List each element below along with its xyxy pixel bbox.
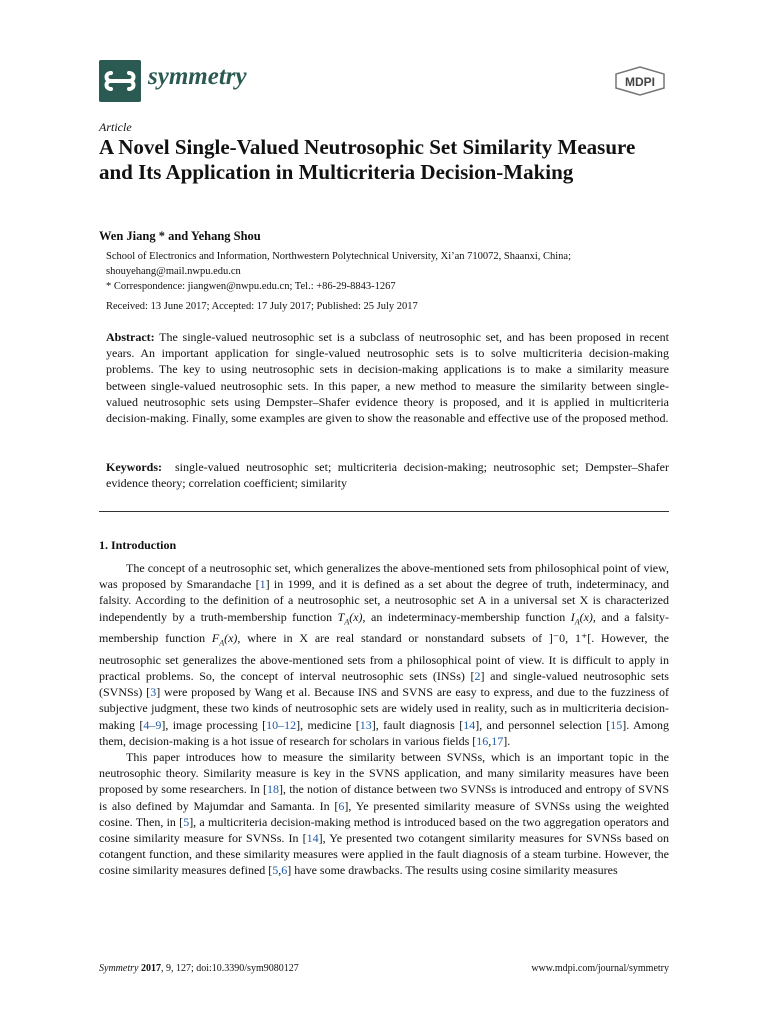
author-email[interactable]: shouyehang@mail.nwpu.edu.cn (106, 266, 241, 277)
journal-logo (99, 60, 141, 102)
text-run: ], medicine [ (296, 717, 360, 732)
abstract (106, 329, 669, 426)
text-run: ] have some drawbacks. The results using cosine similarity measures (287, 863, 618, 878)
text-run: ], fault diagnosis [ (371, 717, 464, 732)
keywords (106, 459, 669, 491)
citation-link[interactable]: 16 (476, 733, 489, 748)
math-indeterminacy-function: $I_A(x)$ (570, 609, 593, 626)
text-run: ] and single-valued neutrosophic sets (SVNSs) [ (99, 669, 669, 700)
introduction-body (99, 560, 669, 879)
text-run: ], image processing [ (161, 717, 267, 732)
keywords-text: single-valued neutrosophic set; multicriteria decision-making; neutrosophic set; Dempster–Shafer evidence theory; correlation coefficient; similarity (106, 460, 670, 491)
text-run: . However, the neutrosophic set generalizes the above-mentioned sets from a philosophical point of view. It is difficult to apply in practical problems. So, the concept of interval neutrosophic sets (INSs) [ (99, 631, 669, 683)
citation-link[interactable]: 18 (267, 782, 280, 797)
footer-year: 2017 (140, 963, 161, 974)
text-run: This paper introduces how to measure the similarity between SVNSs, which is an important topic in the neutrosophic theory. Similarity measure is key in the SVNS application, and many similarity measures have been proposed by some researchers. In [ (99, 750, 669, 797)
citation-link[interactable]: 5 (183, 814, 190, 829)
citation-link[interactable]: 15 (610, 717, 623, 732)
text-run: , (278, 863, 282, 878)
article-type: Article (99, 120, 132, 134)
citation-link[interactable]: 1 (259, 577, 266, 592)
text-run: ], the notion of distance between two SVNSs is introduced and entropy of SVNS is also defined by Majumdar and Samanta. In [ (99, 782, 669, 813)
section-heading: 1. Introduction (99, 538, 177, 552)
affiliation-line: School of Electronics and Information, Northwestern Polytechnical University, Xi’an 710072, Shaanxi, China; (106, 251, 572, 262)
text-run: ] were proposed by Wang et al. Because INS and SVNS are easy to express, and due to the fuzziness of subjective judgment, these two kinds of neutrosophic sets are widely used in reality, such as in multicriteria decision-making [ (99, 685, 669, 732)
citation-link[interactable]: 6 (338, 798, 345, 813)
citation-link[interactable]: 10–12 (266, 717, 297, 732)
journal-name: symmetry (148, 63, 247, 90)
text-run: ], a multicriteria decision-making method is introduced based on the two aggregation operators and cosine similarity measure for SVNSs. In [ (99, 814, 669, 846)
math-truth-function: $T_A(x)$ (337, 609, 363, 626)
keywords-label: Keywords: (106, 460, 162, 474)
math-interval: ]⁻0, 1⁺[ (548, 631, 592, 646)
text-run: , where in X are real standard or nonstandard subsets of (237, 631, 549, 646)
mdpi-logo-icon (611, 66, 669, 96)
citation-link[interactable]: 13 (359, 717, 372, 732)
publication-dates: Received: 13 June 2017; Accepted: 17 July 2017; Published: 25 July 2017 (106, 301, 418, 312)
citation-link[interactable]: 4–9 (143, 717, 162, 732)
text-run: ]. Among them, decision-making is a hot issue of research for scholars in various fields [ (99, 717, 669, 748)
intro-paragraph-1 (99, 560, 669, 749)
publisher-name: MDPI (625, 75, 655, 89)
authors: Wen Jiang * and Yehang Shou (99, 229, 261, 243)
abstract-text: The single-valued neutrosophic set is a subclass of neutrosophic set, and has been proposed in recent years. An important application for single-valued neutrosophic sets is to solve multicriteria decision-making problems. The key to using neutrosophic sets in decision-making applications is to make a similarity measure between single-valued neutrosophic sets. In this paper, a new method to measure the similarity between single-valued neutrosophic sets using Dempster–Shafer evidence theory is proposed, and it is applied in multicriteria decision-making. Finally, some examples are given to show the reasonable and effective use of the proposed method. (106, 330, 669, 426)
abstract-label: Abstract: (106, 330, 155, 344)
text-run: ], Ye presented similarity measure of SVNSs using the weighted cosine. Then, in [ (99, 798, 669, 829)
text-run: ], and personnel selection [ (475, 717, 611, 732)
footer-journal: Symmetry (99, 963, 139, 974)
footer-volume-doi: , 9, 127; doi:10.3390/sym9080127 (160, 963, 299, 974)
citation-link[interactable]: 17 (491, 733, 504, 748)
text-run: ]. (503, 733, 511, 748)
intro-paragraph-2 (99, 749, 669, 879)
text-run: ] in 1999, and it is defined as a set about the degree of truth, indeterminacy, and falsity. According to the definition of a neutrosophic set, a neutrosophic set A in a universal set X is characterized independently by a truth-membership function (99, 577, 669, 624)
correspondence: * Correspondence: jiangwen@nwpu.edu.cn; Tel.: +86-29-8843-1267 (106, 281, 396, 292)
citation-link[interactable]: 2 (474, 669, 481, 683)
citation-link[interactable]: 14 (306, 831, 319, 846)
math-falsity-function: $F_A(x)$ (211, 631, 238, 648)
article-title: A Novel Single-Valued Neutrosophic Set Similarity Measure and Its Application in Multicriteria Decision-Making (99, 135, 636, 184)
publisher-logo (611, 66, 669, 96)
citation-link[interactable]: 14 (463, 717, 476, 732)
text-run: , an indeterminacy-membership function (362, 609, 571, 624)
text-run: ], Ye presented two cotangent similarity measures for SVNSs based on cotangent function, and these similarity measures were applied in the fault diagnosis of a steam turbine. However, the cosine similarity measures defined [ (99, 831, 669, 878)
citation-link[interactable]: 6 (281, 863, 288, 878)
text-run: The concept of a neutrosophic set, which generalizes the above-mentioned sets from philosophical point of view, was proposed by Smarandache [ (99, 561, 669, 592)
text-run: , and a falsity-membership function (99, 609, 669, 646)
text-run: , (488, 733, 492, 748)
journal-url[interactable]: www.mdpi.com/journal/symmetry (531, 963, 669, 974)
citation-footer (99, 963, 299, 974)
section-divider (99, 511, 669, 512)
affiliations (106, 249, 676, 294)
symmetry-logo-icon (99, 60, 141, 102)
citation-link[interactable]: 3 (150, 685, 157, 700)
citation-link[interactable]: 5 (272, 863, 279, 878)
